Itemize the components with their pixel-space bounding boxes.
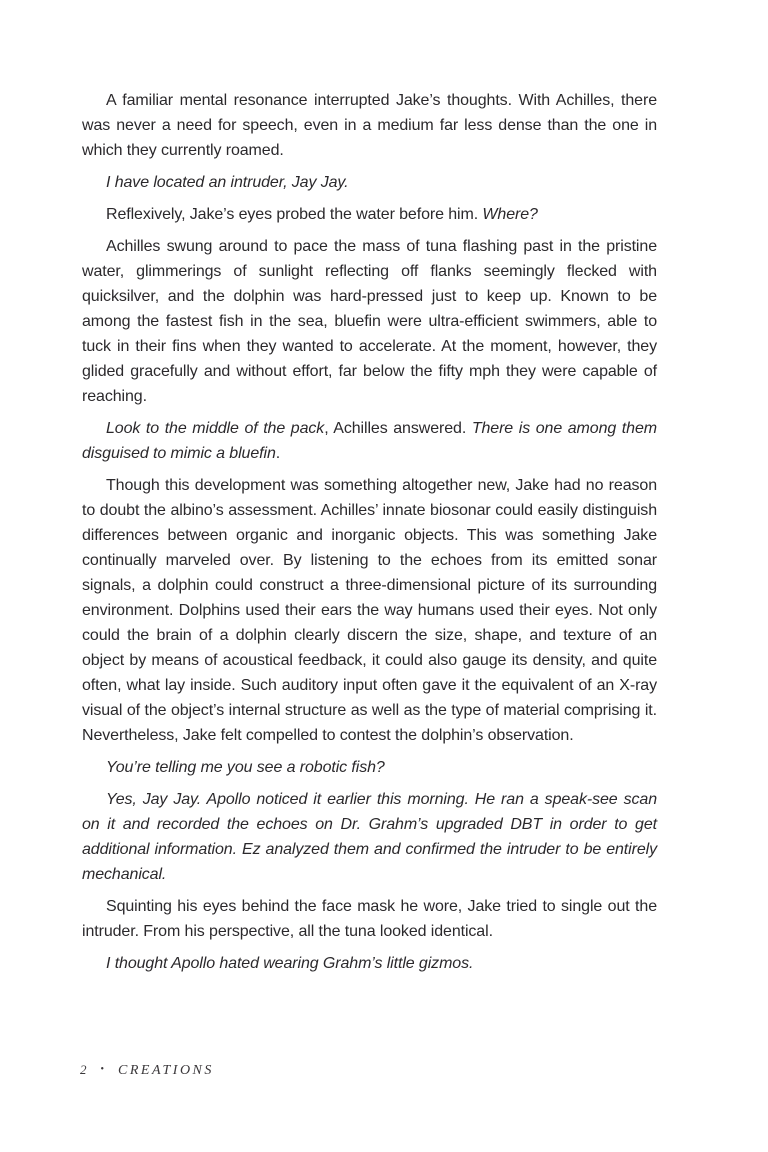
text-run-italic: You’re telling me you see a robotic fish? (106, 759, 385, 776)
text-run: Squinting his eyes behind the face mask he wore, Jake tried to single out the intruder. From his perspective, all the tuna looked identical. (82, 898, 657, 940)
text-run-italic: I thought Apollo hated wearing Grahm’s little gizmos. (106, 955, 474, 972)
text-run-italic: I have located an intruder, Jay Jay. (106, 174, 349, 191)
text-run-italic: Look to the middle of the pack (106, 420, 325, 437)
paragraph (82, 755, 657, 780)
paragraph-container (82, 88, 657, 976)
paragraph (82, 234, 657, 409)
text-run: Reflexively, Jake’s eyes probed the water before him. (106, 206, 483, 223)
paragraph (82, 473, 657, 748)
page-text (82, 88, 657, 983)
paragraph (82, 88, 657, 163)
paragraph (82, 787, 657, 887)
paragraph (82, 951, 657, 976)
text-run-italic: There is one among them disguised to mimic a bluefin (82, 420, 657, 462)
page-number: 2 (80, 1062, 87, 1077)
book-title: CREATIONS (118, 1063, 214, 1078)
footer-bullet: • (100, 1064, 105, 1075)
text-run: . (275, 445, 281, 462)
paragraph (82, 170, 657, 195)
page-footer (80, 1062, 214, 1079)
text-run: Achilles swung around to pace the mass of tuna flashing past in the pristine water, glimmerings of sunlight reflecting off flanks seemingly flecked with quicksilver, and the dolphin was hard-pressed just to keep up. Known to be among the fastest fish in the sea, bluefin were ultra-efficient swimmers, able to tuck in their fins when they wanted to accelerate. At the moment, however, they glided gracefully and without effort, far below the fifty mph they were capable of reaching. (82, 238, 657, 405)
text-run: Though this development was something altogether new, Jake had no reason to doubt the albino’s assessment. Achilles’ innate biosonar could easily distinguish differences between organic and inorganic objects. This was something Jake continually marveled over. By listening to the echoes from its emitted sonar signals, a dolphin could construct a three-dimensional picture of its surrounding environment. Dolphins used their ears the way humans used their eyes. Not only could the brain of a dolphin clearly discern the size, shape, and texture of an object by means of acoustical feedback, it could also gauge its density, and quite often, what lay inside. Such auditory input often gave it the equivalent of an X-ray visual of the object’s internal structure as well as the type of material comprising it. Nevertheless, Jake felt compelled to contest the dolphin’s observation. (82, 477, 657, 744)
text-run: , Achilles answered. (324, 420, 472, 437)
paragraph (82, 894, 657, 944)
text-run-italic: Where? (482, 206, 538, 223)
paragraph (82, 416, 657, 466)
text-run: A familiar mental resonance interrupted Jake’s thoughts. With Achilles, there was never a need for speech, even in a medium far less dense than the one in which they currently roamed. (82, 92, 657, 159)
paragraph (82, 202, 657, 227)
text-run-italic: Yes, Jay Jay. Apollo noticed it earlier this morning. He ran a speak-see scan on it and recorded the echoes on Dr. Grahm’s upgraded DBT in order to get additional information. Ez analyzed them and confirmed the intruder to be entirely mechanical. (82, 791, 657, 883)
